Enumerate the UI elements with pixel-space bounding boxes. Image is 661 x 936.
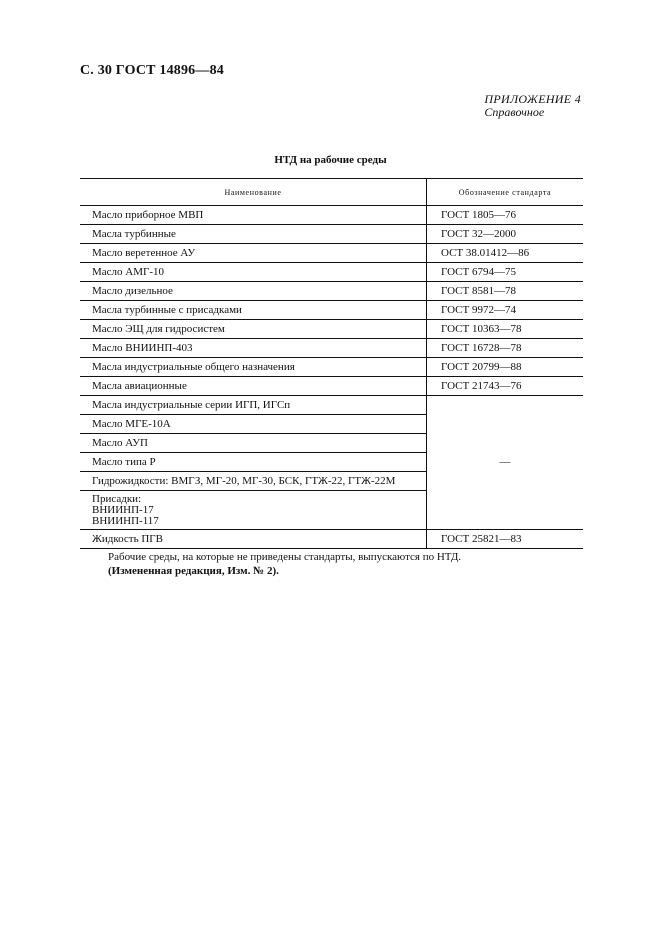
cell-standard: ГОСТ 1805—76 [427,206,584,225]
page-header: С. 30 ГОСТ 14896—84 [80,63,224,78]
table-row [80,530,583,549]
cell-standard: ГОСТ 10363—78 [427,320,584,339]
cell-name: Жидкость ПГВ [80,530,427,549]
appendix-subtitle: Справочное [484,105,545,119]
cell-standard-merged: — [427,396,584,530]
cell-standard: ГОСТ 16728—78 [427,339,584,358]
table-row [80,339,583,358]
standards-table [80,178,583,549]
cell-name: Гидрожидкости: ВМГЗ, МГ-20, МГ-30, БСК, ГТЖ-22, ГТЖ-22М [80,472,427,491]
cell-name: Масло ВНИИНП-403 [80,339,427,358]
cell-standard: ГОСТ 8581—78 [427,282,584,301]
additive-item: ВНИИНП-17 [92,504,154,516]
cell-standard: ГОСТ 6794—75 [427,263,584,282]
cell-standard: ГОСТ 32—2000 [427,225,584,244]
table-row [80,377,583,396]
cell-name: Масла авиационные [80,377,427,396]
additives-label: Присадки: [92,493,142,505]
cell-name: Масло МГЕ-10А [80,415,427,434]
column-header-name: Наименование [80,179,427,206]
cell-name: Масло приборное МВП [80,206,427,225]
cell-name: Масло ЭЩ для гидросистем [80,320,427,339]
appendix-block [484,93,581,119]
table-row [80,244,583,263]
change-note: (Измененная редакция, Изм. № 2). [108,565,279,577]
cell-name: Масло АМГ-10 [80,263,427,282]
table-row [80,320,583,339]
cell-additives [80,491,427,530]
cell-standard: ГОСТ 25821—83 [427,530,584,549]
cell-name: Масло дизельное [80,282,427,301]
table-row [80,206,583,225]
cell-name: Масла турбинные [80,225,427,244]
table-row [80,225,583,244]
cell-name: Масло типа Р [80,453,427,472]
cell-standard: ГОСТ 21743—76 [427,377,584,396]
table-row [80,301,583,320]
additive-item: ВНИИНП-117 [92,515,159,527]
cell-name: Масло веретенное АУ [80,244,427,263]
column-header-standard: Обозначение стандарта [427,179,584,206]
table-title: НТД на рабочие среды [274,154,387,166]
cell-name: Масла турбинные с присадками [80,301,427,320]
cell-name: Масло АУП [80,434,427,453]
appendix-title: ПРИЛОЖЕНИЕ 4 [484,92,581,106]
cell-standard: ГОСТ 9972—74 [427,301,584,320]
cell-name: Масла индустриальные общего назначения [80,358,427,377]
note-block [108,550,461,578]
cell-name: Масла индустриальные серии ИГП, ИГСп [80,396,427,415]
table-row [80,263,583,282]
table-row [80,282,583,301]
cell-standard: ГОСТ 20799—88 [427,358,584,377]
table-row [80,358,583,377]
table-row [80,396,583,415]
note-text: Рабочие среды, на которые не приведены стандарты, выпускаются по НТД. [108,551,462,563]
cell-standard: ОСТ 38.01412—86 [427,244,584,263]
